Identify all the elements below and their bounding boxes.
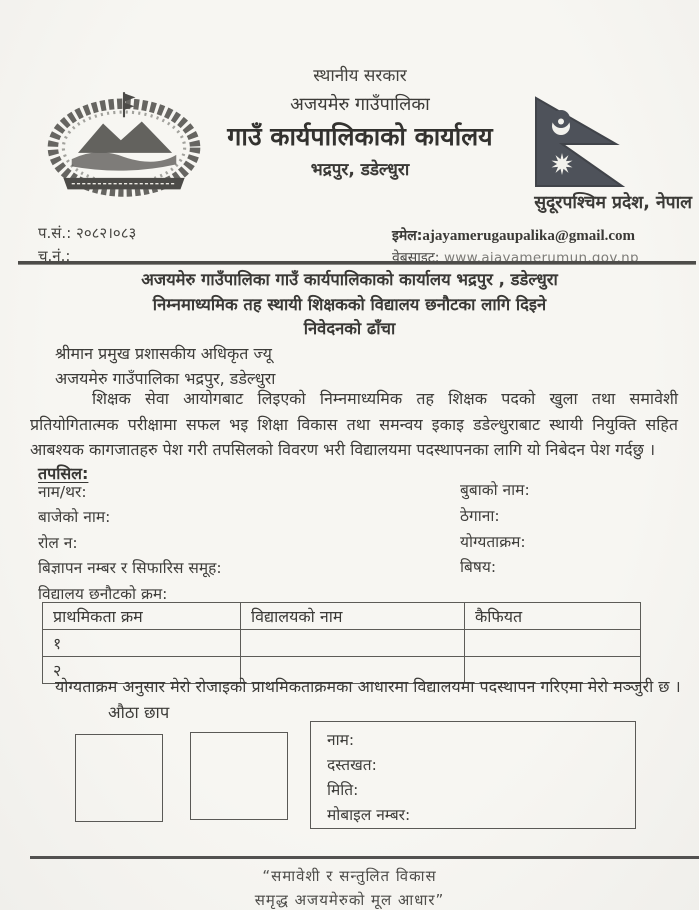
dispatch-number: च.नं.: [38,247,71,265]
province-name: सुदूरपश्चिम प्रदेश, नेपाल [534,193,692,213]
thumb-print-box-right [190,732,288,820]
website-value: www.ajayamerumun.gov.np [443,250,639,266]
addressee-line1: श्रीमान प्रमुख प्रशासकीय अधिकृत ज्यू [55,344,272,363]
office-name: गाउँ कार्यपालिकाको कार्यालय [227,122,493,151]
field-merit-order: योग्यताक्रम: [460,532,526,551]
field-father-name: बुबाको नाम: [460,481,530,499]
form-title [0,268,699,342]
signature-field-date: मिति: [327,781,359,799]
email-value: ajayamerugaupalika@gmail.com [422,228,636,244]
field-subject: बिषय: [460,558,497,577]
thumb-print-label: औठा छाप [108,703,170,722]
municipality-name: अजयमेरु गाउँपालिका [290,94,430,115]
field-school-choice-order: विद्यालय छनौटको क्रम: [38,584,168,603]
ref-number: प.सं.: २०८२।०८३ [38,224,137,242]
field-roll-no: रोल न: [38,533,78,552]
header-divider [18,261,696,265]
consent-statement: योग्यताक्रम अनुसार मेरो रोजाइको प्राथमिकताक्रमका आधारमा विद्यालयमा पदस्थापन गरिएमा मेरो मञ्जुरी छ । [55,677,681,696]
details-right-column [460,478,530,581]
signature-info-box [310,721,636,829]
table-header-row [43,603,641,630]
cell-remarks-1 [465,630,641,657]
cell-school-1 [241,630,465,657]
office-address: भद्रपुर, डडेल्धुरा [310,160,410,180]
form-title-line3: निवेदनको ढाँचा [303,319,396,338]
addressee-line2: अजयमेरु गाउँपालिका भद्रपुर, डडेल्धुरा [55,369,276,388]
website-line [392,247,639,269]
addressee-block [55,341,275,391]
details-heading: तपसिल: [38,464,89,483]
signature-field-name: नाम: [327,731,355,749]
application-paragraph: शिक्षक सेवा आयोगबाट लिइएको निम्नमाध्यमिक तह शिक्षक पदको खुला तथा समावेशी प्रतियोगितात्मक परीक्षामा सफल भइ शिक्षा विकास तथा समन्वय इकाइ डडेल्धुराबाट स्थायी नियुक्ति सहित आबश्यक कागजातहरु पेश गरी तपसिलको विवरण भरी विद्यालयमा पदस्थापनका लागि यो निबेदन पेश गर्दछु । [30,389,678,459]
header-priority: प्राथमिकता क्रम [43,603,241,630]
letterhead [130,64,590,182]
table-row [43,630,641,657]
website-label: वेबसाइट: [392,250,440,266]
field-address: ठेगाना: [460,506,500,525]
government-level: स्थानीय सरकार [313,66,407,86]
motto-line2: समृद्ध अजयमेरुको मूल आधार” [254,891,445,909]
signature-field-signature: दस्तखत: [327,756,377,774]
header-school-name: विद्यालयको नाम [241,603,465,630]
field-grandfather-name: बाजेको नाम: [38,508,111,527]
motto [0,864,699,910]
field-advertisement-no: बिज्ञापन नम्बर र सिफारिस समूह: [38,559,222,578]
motto-line1: “समावेशी र सन्तुलित विकास [262,867,437,885]
email-line [392,225,639,247]
form-title-line1: अजयमेरु गाउँपालिका गाउँ कार्यपालिकाको कार्यालय भद्रपुर , डडेल्धुरा [141,270,558,289]
email-label: इमेल: [392,228,423,244]
form-title-line2: निम्नमाध्यमिक तह स्थायी शिक्षकको विद्यालय छनौटका लागि दिइने [152,294,547,314]
header-remarks: कैफियत [465,603,641,630]
cell-priority-1: १ [43,630,241,657]
signature-field-mobile: मोबाइल नम्बर: [327,806,411,824]
school-priority-table [42,602,641,684]
footer-divider [30,856,699,859]
field-name: नाम/थर: [38,483,87,501]
details-left-column [38,480,222,607]
cell-priority-2: २ [43,657,241,684]
thumb-print-box-left [75,734,163,822]
